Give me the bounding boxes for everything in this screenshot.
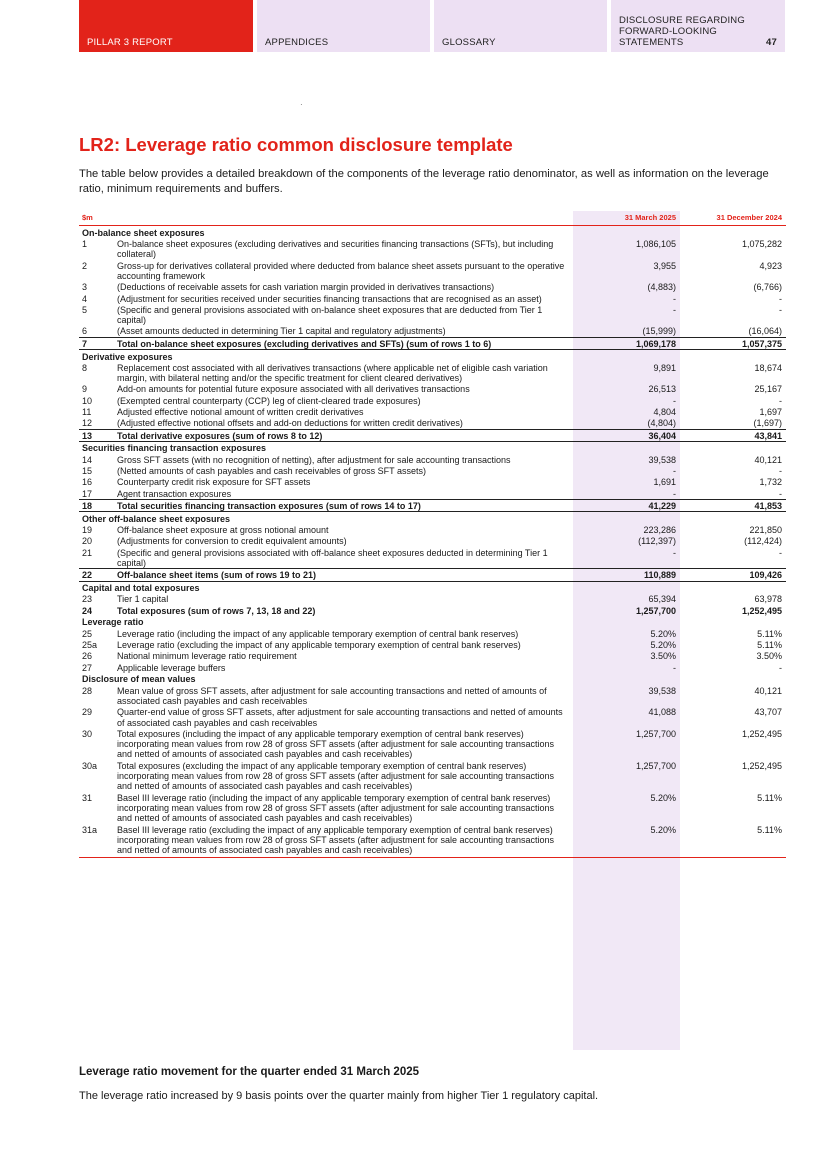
value-march-2025: (4,804) [647,418,676,429]
value-march-2025: 9,891 [653,362,676,373]
row-number: 28 [82,685,93,696]
page-title: LR2: Leverage ratio common disclosure template [79,134,513,155]
row-label: On-balance sheet exposures (excluding derivatives and securities financing transactions (SFTs), but including collateral) [117,239,554,260]
table-row [79,417,786,429]
row-number: 23 [82,594,93,605]
table-row [79,293,786,304]
header-december-2024: 31 December 2024 [680,211,786,226]
table-row [79,685,786,707]
row-label: Off-balance sheet items (sum of rows 19 to 21) [114,569,573,581]
value-december-2024: - [779,488,782,499]
table-row [79,547,786,569]
value-march-2025: 41,229 [573,499,680,511]
value-december-2024: 5.11% [757,628,782,639]
value-march-2025: 1,257,700 [635,760,676,771]
value-december-2024: - [779,547,782,558]
row-label: (Adjustments for conversion to credit equivalent amounts) [117,536,347,547]
value-december-2024: 4,923 [759,260,782,271]
table-row [79,488,786,500]
section-label: Capital and total exposures [82,583,200,593]
row-number: 20 [82,536,93,547]
row-number: 8 [82,362,88,373]
section-header-row [79,350,786,362]
table-row [79,325,786,337]
row-number: 6 [82,326,88,337]
row-label: Tier 1 capital [117,594,169,605]
row-label: (Deductions of receivable assets for cash variation margin provided in derivatives transactions) [117,282,495,293]
table-row [79,593,786,604]
value-march-2025: 3,955 [653,260,676,271]
value-march-2025: 1,257,700 [635,728,676,739]
row-number: 14 [82,454,93,465]
table-row [79,238,786,260]
value-march-2025: 110,889 [573,569,680,581]
row-number: 31 [82,792,93,803]
intro-paragraph: The table below provides a detailed breakdown of the components of the leverage ratio denominator, as well as information on the leverage ratio, minimum requirements and buffers. [79,168,769,195]
nav-tab-label: PILLAR 3 REPORT [87,37,173,48]
value-december-2024: 5.11% [757,792,782,803]
row-label: Total exposures (sum of rows 7, 13, 18 and 22) [117,605,316,616]
table-row [79,362,786,384]
row-label: (Netted amounts of cash payables and cash receivables of gross SFT assets) [117,466,426,477]
row-number: 17 [82,488,93,499]
row-label: Basel III leverage ratio (including the impact of any applicable temporary exemption of central bank reserves) incorporating mean values from row 28 of gross SFT assets (after adjustment for sale accounting transactions and netted of amounts of associated cash payables and cash receivables) [117,792,555,824]
nav-tab-label: DISCLOSURE REGARDING FORWARD-LOOKING STATEMENTS [619,15,745,48]
section-label: Securities financing transaction exposures [82,443,267,454]
value-december-2024: (6,766) [753,282,782,293]
value-march-2025: 39,538 [648,454,676,465]
value-march-2025: 1,691 [653,477,676,488]
row-number: 10 [82,395,93,406]
section-header-row [79,616,786,628]
row-label: (Asset amounts deducted in determining Tier 1 capital and regulatory adjustments) [117,326,446,337]
row-number: 18 [79,499,114,511]
value-march-2025: 1,257,700 [635,605,676,616]
row-label: Replacement cost associated with all derivatives transactions (where applicable net of eligible cash variation margin, with bilateral netting and/or the specific treatment for client cleared derivatives) [117,362,548,384]
row-number: 16 [82,477,93,488]
row-number: 25a [82,639,98,650]
value-march-2025: - [673,304,676,315]
table-row [79,824,786,858]
row-number: 27 [82,662,93,673]
table-row [79,454,786,465]
value-december-2024: 18,674 [754,362,782,373]
value-december-2024: (112,424) [744,536,782,547]
table-row [79,395,786,406]
table-row [79,465,786,476]
value-march-2025: - [673,662,676,673]
row-number: 5 [82,304,88,315]
value-december-2024: - [779,662,782,673]
section-label: Other off-balance sheet exposures [82,513,231,524]
value-december-2024: 40,121 [754,685,782,696]
value-march-2025: (4,883) [647,282,676,293]
value-december-2024: - [779,395,782,406]
nav-tab-label: APPENDICES [265,37,329,48]
value-march-2025: 36,404 [573,429,680,441]
value-december-2024: 221,850 [749,525,782,536]
row-number: 31a [79,824,114,858]
table-total-row [79,337,786,349]
value-december-2024: (1,697) [753,418,782,429]
section-header-row [79,441,786,453]
value-march-2025: (15,999) [642,326,676,337]
value-march-2025: 223,286 [643,525,676,536]
value-december-2024: 1,697 [759,407,782,418]
row-label: Basel III leverage ratio (excluding the impact of any applicable temporary exemption of central bank reserves) incorporating mean values from row 28 of gross SFT assets (after adjustment for sale accounting transactions and netted of amounts of associated cash payables and cash receivables) [114,824,573,858]
table-row [79,706,786,728]
value-march-2025: 3.50% [650,651,676,662]
section-label: On-balance sheet exposures [82,227,205,238]
row-number: 7 [79,337,114,349]
value-march-2025: 5.20% [650,792,676,803]
table-row [79,792,786,824]
row-label: Total exposures (excluding the impact of any applicable temporary exemption of central bank reserves) incorporating mean values from row 28 of gross SFT assets (after adjustment for sale accounting transactions and netted of amounts of associated cash payables and cash receivables) [117,760,555,792]
value-december-2024: 43,707 [754,707,782,718]
row-label: Gross-up for derivatives collateral provided where deducted from balance sheet assets pursuant to the operative accounting framework [117,260,565,281]
table-total-row [79,429,786,441]
row-number: 30a [82,760,98,771]
row-number: 25 [82,628,93,639]
page-number: 47 [766,37,777,48]
row-label: Counterparty credit risk exposure for SFT assets [117,477,311,488]
table-row [79,281,786,292]
row-label: Mean value of gross SFT assets, after adjustment for sale accounting transactions and netted of amounts of associated cash payables and cash receivables [117,685,547,706]
value-december-2024: - [779,293,782,304]
row-label: (Specific and general provisions associated with off-balance sheet exposures deducted in determining Tier 1 capital) [117,547,548,568]
value-march-2025: - [673,547,676,558]
header-march-2025: 31 March 2025 [573,211,680,226]
row-label: Quarter-end value of gross SFT assets, after adjustment for sale accounting transactions and netted of amounts of associated cash payables and cash receivables [117,707,563,728]
row-number: 30 [82,728,93,739]
row-number: 29 [82,707,93,718]
value-december-2024: 5.11% [680,824,786,858]
value-march-2025: 65,394 [648,594,676,605]
table-row [79,628,786,639]
section-label: Leverage ratio [82,617,144,628]
row-label: Total securities financing transaction exposures (sum of rows 14 to 17) [114,499,573,511]
row-number: 9 [82,384,88,395]
value-march-2025: 5.20% [650,628,676,639]
section-header-row [79,512,786,524]
section-header-row [79,581,786,593]
value-december-2024: 1,732 [759,477,782,488]
table-row [79,650,786,661]
value-december-2024: 1,075,282 [741,239,782,250]
table-row [79,728,786,760]
value-december-2024: - [779,304,782,315]
row-label: Leverage ratio (including the impact of any applicable temporary exemption of central bank reserves) [117,628,519,639]
table-body [79,226,786,858]
row-number: 13 [79,429,114,441]
header-unit: $m [79,211,573,226]
row-number: 4 [82,293,88,304]
value-december-2024: 63,978 [754,594,782,605]
value-december-2024: 1,252,495 [741,605,782,616]
table-row [79,662,786,673]
value-december-2024: 1,252,495 [741,760,782,771]
value-march-2025: 5.20% [573,824,680,858]
row-label: Add-on amounts for potential future exposure associated with all derivatives transactions [117,384,470,395]
value-december-2024: 1,057,375 [680,337,786,349]
row-number: 15 [82,466,93,477]
row-number: 26 [82,651,93,662]
value-december-2024: 1,252,495 [741,728,782,739]
value-march-2025: 5.20% [650,639,676,650]
value-december-2024: 25,167 [754,384,782,395]
value-march-2025: 41,088 [648,707,676,718]
table-header-row [79,211,786,226]
row-number: 24 [82,605,93,616]
value-march-2025: - [673,293,676,304]
value-december-2024: (16,064) [748,326,782,337]
table-row [79,605,786,616]
table-row [79,760,786,792]
row-number: 22 [79,569,114,581]
value-march-2025: 1,086,105 [635,239,676,250]
row-label: Leverage ratio (excluding the impact of any applicable temporary exemption of central bank reserves) [117,639,521,650]
table-row [79,383,786,394]
row-number: 3 [82,282,88,293]
table-row [79,535,786,546]
value-march-2025: - [673,395,676,406]
row-number: 11 [82,407,92,418]
leverage-table-container [79,211,786,858]
value-december-2024: 41,853 [680,499,786,511]
value-march-2025: (112,397) [638,536,676,547]
section-header-row [79,673,786,685]
nav-tab-label: GLOSSARY [442,37,496,48]
row-label: Total on-balance sheet exposures (excluding derivatives and SFTs) (sum of rows 1 to 6) [114,337,573,349]
row-label: Agent transaction exposures [117,488,232,499]
value-december-2024: 5.11% [757,639,782,650]
section-header-row [79,226,786,238]
row-label: Total exposures (including the impact of any applicable temporary exemption of central bank reserves) incorporating mean values from row 28 of gross SFT assets (after adjustment for sale accounting transactions and netted of amounts of associated cash payables and cash receivables) [117,728,555,760]
section-label: Derivative exposures [82,351,173,362]
row-label: (Specific and general provisions associated with on-balance sheet exposures that are deducted from Tier 1 capital) [117,304,543,326]
row-number: 12 [82,418,93,429]
table-total-row [79,569,786,581]
table-row [79,304,786,326]
table-total-row [79,499,786,511]
row-label: (Exempted central counterparty (CCP) leg of client-cleared trade exposures) [117,395,421,406]
row-label: Total derivative exposures (sum of rows 8 to 12) [114,429,573,441]
stray-mark: · [300,100,303,109]
value-december-2024: 40,121 [754,454,782,465]
value-march-2025: 26,513 [648,384,676,395]
leverage-ratio-table [79,211,786,858]
row-label: Gross SFT assets (with no recognition of netting), after adjustment for sale accounting transactions [117,454,511,465]
table-row [79,406,786,417]
section-label: Disclosure of mean values [82,674,196,685]
table-row [79,639,786,650]
movement-paragraph: The leverage ratio increased by 9 basis points over the quarter mainly from higher Tier 1 regulatory capital. [79,1090,599,1102]
row-label: Adjusted effective notional amount of written credit derivatives [117,407,364,418]
value-march-2025: - [673,488,676,499]
value-march-2025: 1,069,178 [573,337,680,349]
table-row [79,260,786,282]
value-december-2024: 3.50% [756,651,782,662]
row-number: 2 [82,260,88,271]
row-label: Applicable leverage buffers [117,662,226,673]
row-number: 21 [82,547,93,558]
row-label: (Adjustment for securities received under securities financing transactions that are recognised as an asset) [117,293,542,304]
nav-tab-glossary[interactable] [434,0,607,52]
value-december-2024: 43,841 [680,429,786,441]
row-label: (Adjusted effective notional offsets and add-on deductions for written credit derivatives) [117,418,463,429]
value-december-2024: 109,426 [680,569,786,581]
row-number: 19 [82,525,93,536]
table-row [79,524,786,535]
table-row [79,476,786,487]
movement-heading: Leverage ratio movement for the quarter ended 31 March 2025 [79,1066,420,1078]
value-march-2025: 39,538 [648,685,676,696]
row-label: Off-balance sheet exposure at gross notional amount [117,525,329,536]
nav-tab-appendices[interactable] [257,0,430,52]
value-march-2025: - [673,466,676,477]
nav-tab-disclosure[interactable] [611,0,785,52]
value-december-2024: - [779,466,782,477]
nav-tab-pillar3-report[interactable] [79,0,253,52]
row-label: National minimum leverage ratio requirement [117,651,297,662]
value-march-2025: 4,804 [653,407,676,418]
row-number: 1 [82,239,88,250]
